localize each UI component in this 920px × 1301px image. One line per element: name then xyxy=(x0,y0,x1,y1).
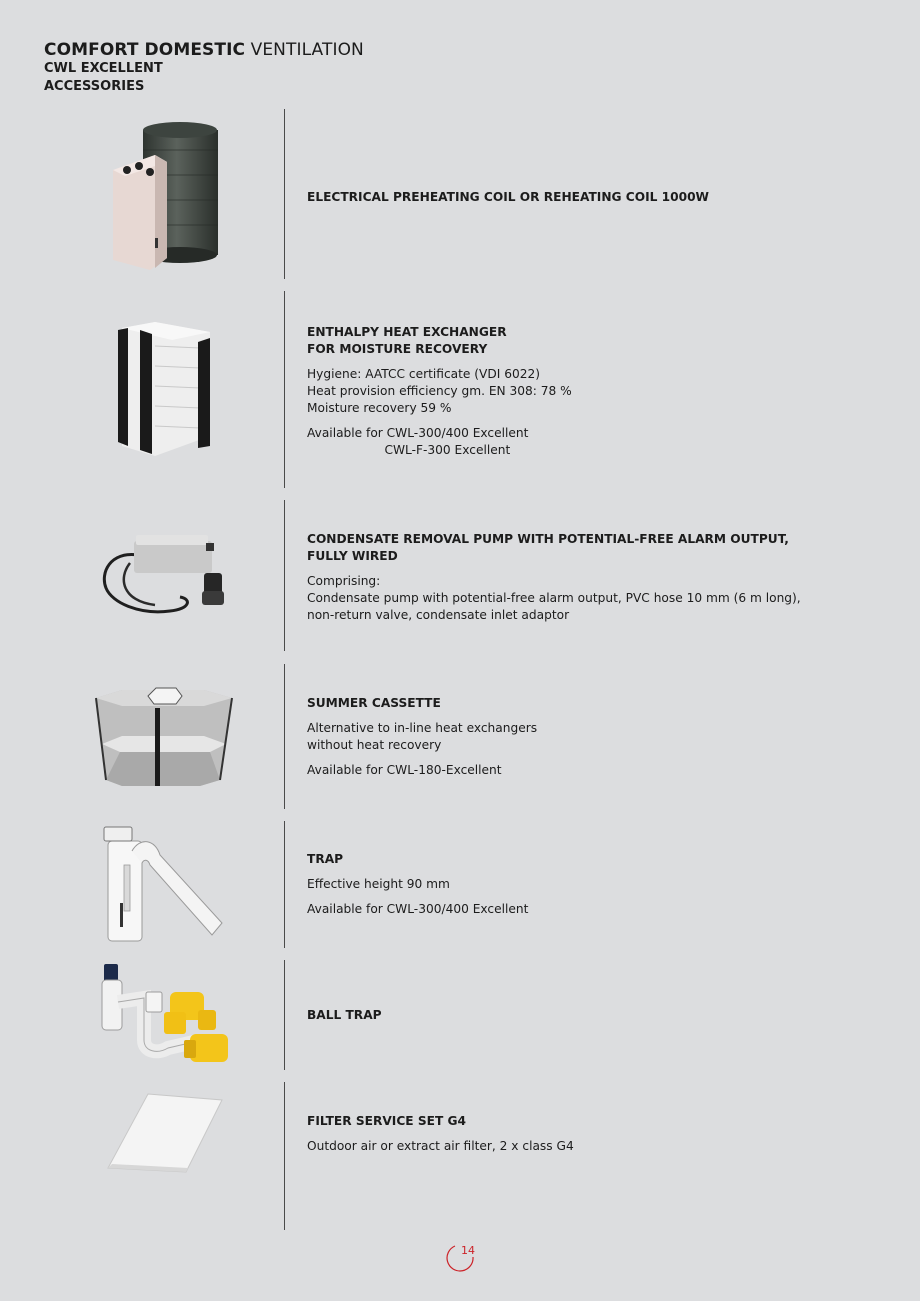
page-header xyxy=(44,40,364,96)
item-filter-set xyxy=(307,1113,867,1155)
divider-line xyxy=(284,960,285,1070)
preheating-coil-image xyxy=(105,120,230,275)
item-heat-exchanger xyxy=(307,324,867,459)
section-title: ACCESSORIES xyxy=(44,79,145,94)
item-description: Alternative to in-line heat exchangers without heat recovery xyxy=(307,721,538,752)
divider-line xyxy=(284,821,285,948)
divider-line xyxy=(284,664,285,809)
item-trap xyxy=(307,851,867,918)
product-line: CWL EXCELLENT xyxy=(44,61,163,76)
page-number xyxy=(446,1243,476,1273)
divider-line xyxy=(284,109,285,279)
item-heading: ENTHALPY HEAT EXCHANGER FOR MOISTURE RECOVERY xyxy=(307,325,507,356)
item-heading: BALL TRAP xyxy=(307,1008,382,1022)
summer-cassette-image xyxy=(92,686,237,791)
filter-set-image xyxy=(104,1090,224,1175)
item-heading: ELECTRICAL PREHEATING COIL OR REHEATING COIL 1000W xyxy=(307,190,709,204)
divider-line xyxy=(284,500,285,651)
item-heading: FILTER SERVICE SET G4 xyxy=(307,1114,466,1128)
trap-image xyxy=(100,825,230,945)
item-description: Hygiene: AATCC certificate (VDI 6022) Heat provision efficiency gm. EN 308: 78 % Moisture recovery 59 % xyxy=(307,367,572,415)
item-heading: SUMMER CASSETTE xyxy=(307,696,441,710)
heat-exchanger-image xyxy=(110,318,215,458)
divider-line xyxy=(284,1082,285,1230)
item-heading: TRAP xyxy=(307,852,344,866)
item-description: Outdoor air or extract air filter, 2 x class G4 xyxy=(307,1139,574,1153)
item-availability: Available for CWL-180-Excellent xyxy=(307,763,502,777)
divider-line xyxy=(284,291,285,488)
item-availability: Available for CWL-300/400 Excellent xyxy=(307,902,529,916)
item-availability: Available for CWL-300/400 Excellent CWL-F-300 Excellent xyxy=(307,426,529,457)
item-ball-trap xyxy=(307,1007,867,1024)
condensate-pump-image xyxy=(100,533,230,618)
item-preheating-coil xyxy=(307,189,867,206)
item-condensate-pump xyxy=(307,531,867,624)
ball-trap-image xyxy=(98,962,233,1067)
item-summer-cassette xyxy=(307,695,867,779)
page-number-text: 14 xyxy=(461,1244,475,1257)
page-title: COMFORT DOMESTIC VENTILATION xyxy=(44,40,364,60)
item-description: Comprising: Condensate pump with potential-free alarm output, PVC hose 10 mm (6 m long), non-return valve, condensate inlet adaptor xyxy=(307,574,801,622)
item-heading: CONDENSATE REMOVAL PUMP WITH POTENTIAL-FREE ALARM OUTPUT, FULLY WIRED xyxy=(307,532,789,563)
item-description: Effective height 90 mm xyxy=(307,877,450,891)
